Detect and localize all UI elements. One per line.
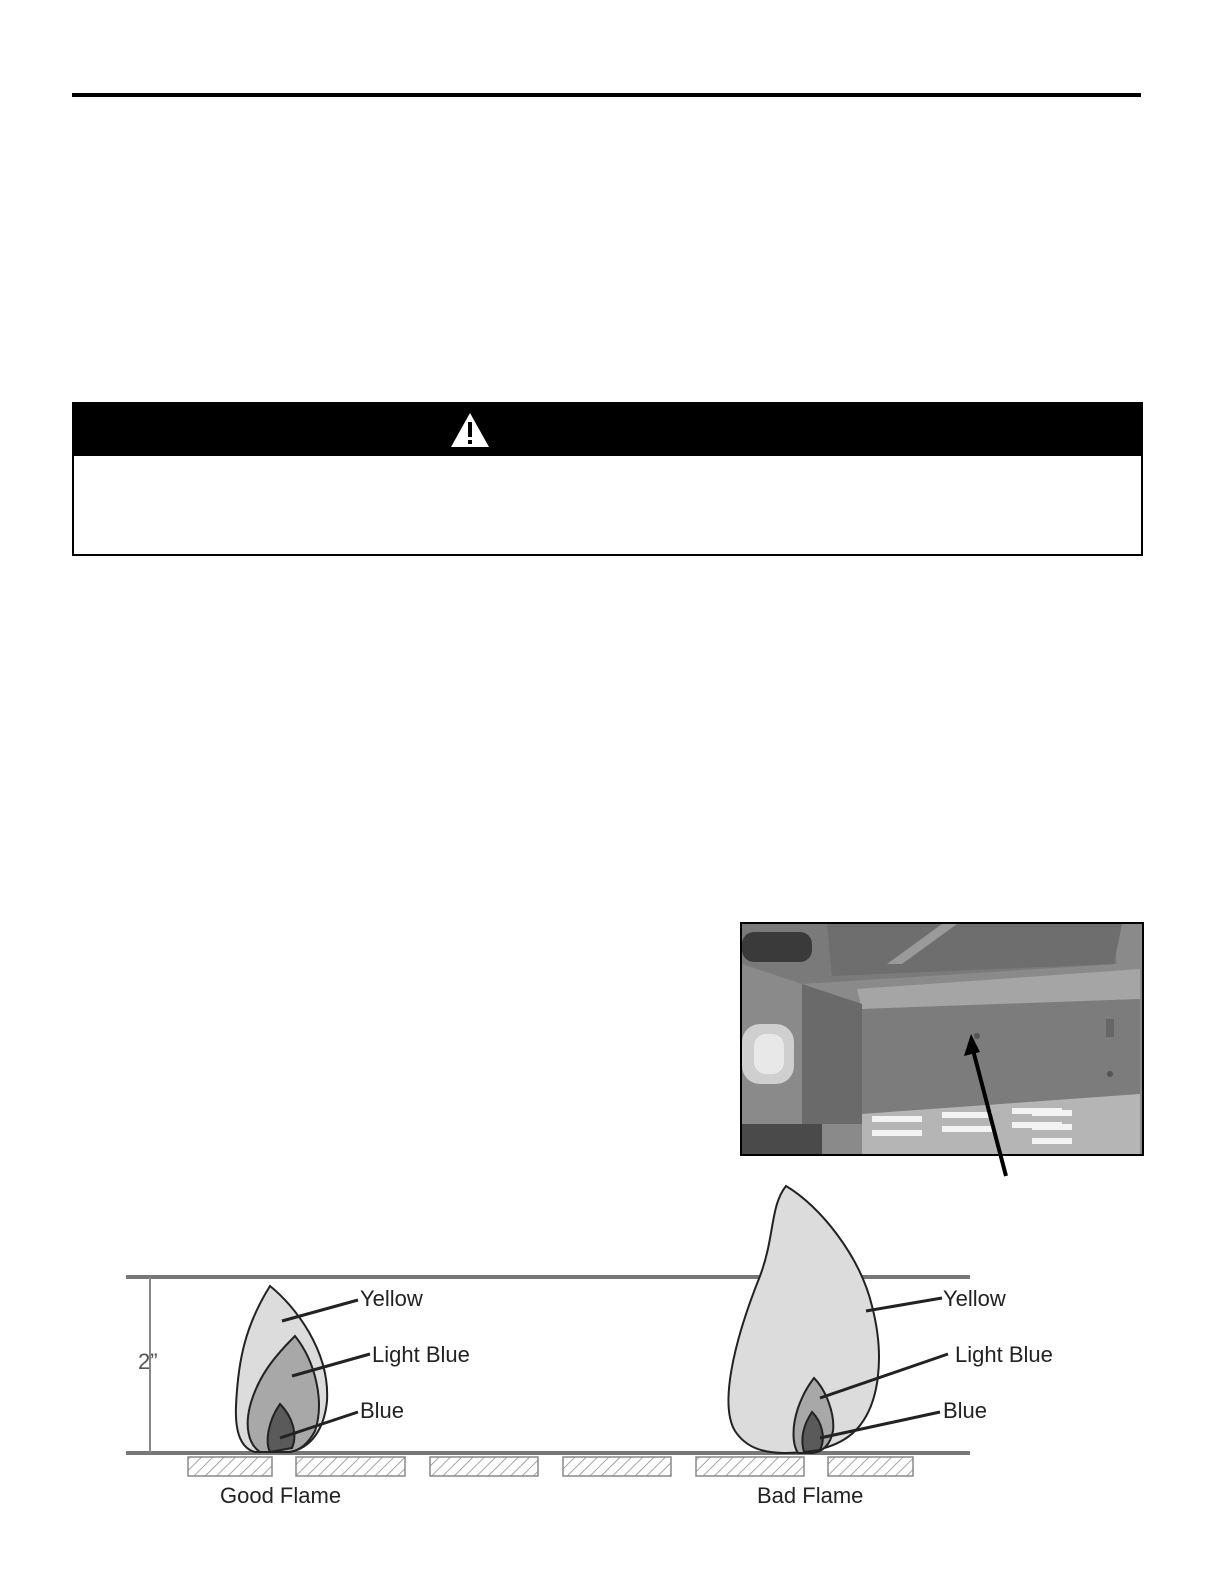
dimension-label: 2”	[138, 1349, 158, 1374]
bad-flame	[728, 1186, 878, 1453]
top-rule	[72, 93, 1141, 97]
bad-flame-caption: Bad Flame	[757, 1483, 864, 1508]
callout-arrow	[960, 1030, 1020, 1180]
burner-ports	[188, 1457, 913, 1476]
warning-triangle-icon	[450, 412, 490, 448]
bad-flame-yellow-label: Yellow	[943, 1286, 1006, 1311]
warning-header	[74, 404, 1141, 456]
good-flame-light-blue-label: Light Blue	[372, 1342, 470, 1367]
warning-box	[72, 402, 1143, 556]
good-flame-yellow-label: Yellow	[360, 1286, 423, 1311]
bad-flame-blue-label: Blue	[943, 1398, 988, 1423]
grill-front-panel-photo	[740, 922, 1144, 1156]
flame-diagram	[120, 1176, 1070, 1516]
bad-flame-light-blue-label: Light Blue	[955, 1342, 1053, 1367]
good-flame-blue-label: Blue	[360, 1398, 405, 1423]
good-flame-caption: Good Flame	[220, 1483, 342, 1508]
